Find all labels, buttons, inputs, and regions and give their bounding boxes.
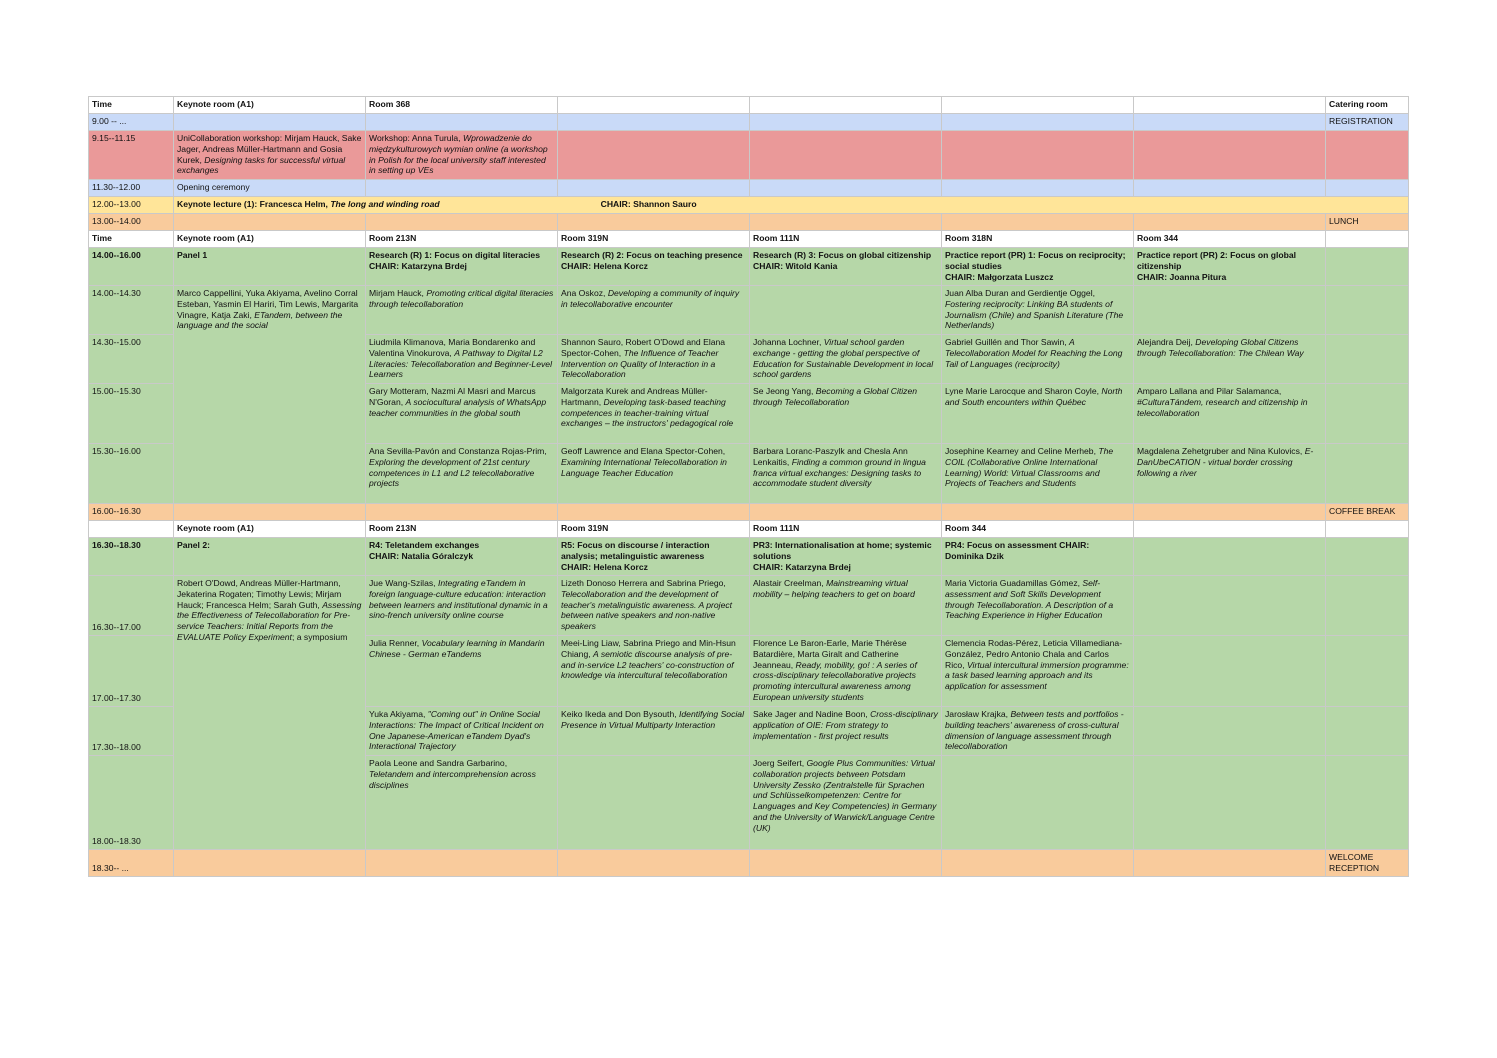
session-names: Marco Cappellini, Yuka Akiyama, Avelino Corral Esteban, Yasmin El Hariri, Tim Lewis, Margarita Vinagre, Katja Zaki, [177,288,359,320]
talk-authors: Jarosław Krajka, [945,709,1011,719]
talk-title: Developing task-based teaching competences in teacher-training virtual exchanges – the instructors' pedagogical role [561,396,734,429]
keynote-lecture-prefix: Keynote lecture (1): Francesca Helm, [177,199,331,209]
session-2-header-row [89,538,1409,576]
session-names: Workshop: Anna Turula, [369,133,463,143]
session-chair: CHAIR: Natalia Góralczyk [369,550,474,561]
talk-authors: Paola Leone and Sandra Garbarino, [369,758,508,768]
session-1-header-row [89,248,1409,286]
session-topic: Practice report (PR) 2: Focus on global citizenship [1137,250,1297,271]
empty-cell [1326,636,1409,707]
session-r1-title: Research (R) 1: Focus on digital literacies CHAIR: Katarzyna Brdej [366,248,558,286]
time-cell: 14.30--15.00 [89,335,174,384]
talk-title: Examining International Telecollaboration in Language Teacher Education [561,456,727,478]
time-cell: 9.15--11.15 [89,131,174,180]
talk-cell [558,384,750,444]
empty-cell [174,850,366,877]
empty-cell [1134,214,1326,231]
time-cell: 18.30-- ... [89,850,174,877]
header-time: Time [89,231,174,248]
empty-cell [942,756,1134,850]
empty-cell [1326,756,1409,850]
empty-cell [1134,538,1326,576]
empty-cell [1134,504,1326,521]
time-cell: 16.30--17.00 [89,576,174,636]
lunch-label: LUNCH [1326,214,1409,231]
panel-1-cell [174,286,366,504]
talk-authors: Julia Renner, [369,638,422,648]
talk-authors: Barbara Loranc-Paszylk and Chesla Ann Lenkaitis, [753,446,908,467]
session-topic: R4: Teletandem exchanges [369,540,480,550]
empty-cell [1326,521,1409,538]
talk-cell [750,384,942,444]
header-room-213n: Room 213N [366,521,558,538]
empty-cell [1326,248,1409,286]
empty-cell [366,180,558,197]
session-title: ETandem, between the language and the social [177,309,343,331]
talk-cell [1134,444,1326,504]
talk-cell [558,636,750,707]
talk-authors: Sake Jager and Nadine Boon, [753,709,871,719]
empty-cell [174,214,366,231]
talk-title: Teletandem and intercomprehension across disciplines [369,768,536,790]
talk-cell [558,286,750,335]
session-topic: Research (R) 2: Focus on teaching presence [561,250,743,260]
workshop-room368-cell [366,131,558,180]
empty-cell [1134,636,1326,707]
talk-cell [750,636,942,707]
session-title: Wprowadzenie do międzykulturowych wymian online (a workshop in Polish for the local university staff interested in setting up VEs [369,133,548,176]
talk-cell [558,335,750,384]
workshop-row [89,131,1409,180]
coffee-break-row [89,504,1409,521]
session-pr2-title [1134,248,1326,286]
time-cell: 17.00--17.30 [89,636,174,707]
talk-cell [750,444,942,504]
session-pr1-title [942,248,1134,286]
time-cell: 16.30--18.30 [89,538,174,576]
empty-cell [366,504,558,521]
empty-cell [558,214,750,231]
time-cell: 15.30--16.00 [89,444,174,504]
talk-authors: Jue Wang-Szilas, [369,578,438,588]
empty-cell [942,850,1134,877]
header-keynote-room: Keynote room (A1) [174,521,366,538]
session-title: Designing tasks for successful virtual exchanges [177,154,346,176]
session-chair: CHAIR: Małgorzata Luszcz [945,271,1054,282]
time-cell: 14.00--16.00 [89,248,174,286]
talk-cell [942,636,1134,707]
session-chair: CHAIR: Joanna Pitura [1137,271,1227,282]
empty-cell [1326,444,1409,504]
empty-cell [750,131,942,180]
talk-authors: Lizeth Donoso Herrera and Sabrina Priego, [561,578,726,588]
coffee-break-label: COFFEE BREAK [1326,504,1409,521]
time-cell: 17.30--18.00 [89,707,174,756]
empty-cell [558,114,750,131]
time-cell: 14.00--14.30 [89,286,174,335]
empty-cell [750,214,942,231]
talk-authors: Magdalena Zehetgruber and Nina Kulovics, [1137,446,1305,456]
talk-authors: Lyne Marie Larocque and Sharon Coyle, [945,386,1102,396]
workshop-keynote-cell [174,131,366,180]
keynote-lecture-title: The long and winding road [330,199,440,209]
empty-cell [1326,131,1409,180]
slot-row [89,286,1409,335]
talk-title: A Pathway to Digital L2 Literacies: Telecollaboration and Beginner-Level Learners [369,347,552,380]
talk-cell [1134,384,1326,444]
talk-title: Virtual school garden exchange - getting the global perspective of Education for Sustainable Development in local school gardens [753,337,934,380]
talk-authors: Johanna Lochner, [753,337,824,347]
empty-cell [89,521,174,538]
talk-title: #CulturaTándem, research and citizenship in telecollaboration [1137,396,1308,418]
empty-cell [174,504,366,521]
header-room-344: Room 344 [1134,231,1326,248]
welcome-reception-label: WELCOME RECEPTION [1326,850,1409,877]
header-room-111n: Room 111N [750,521,942,538]
empty-cell [750,180,942,197]
empty-cell [366,850,558,877]
talk-title: Integrating eTandem in foreign language-culture education: interaction between learners and institutional dynamic in a sino-french university online course [369,578,548,621]
empty-cell [1134,114,1326,131]
talk-title: The Influence of Teacher Intervention on Quality of Interaction in a Telecollaboration [561,347,719,380]
header-room-111n: Room 111N [750,231,942,248]
empty-cell [1134,131,1326,180]
empty-cell [558,756,750,850]
talk-title: The COIL (Collaborative Online International Learning) World: Virtual Classrooms and Projects of Teachers and Students [945,446,1114,489]
talk-cell [750,576,942,636]
empty-cell [942,180,1134,197]
talk-cell [366,444,558,504]
empty-cell [1134,286,1326,335]
registration-row [89,114,1409,131]
session-topic: PR3: Internationalisation at home; systemic solutions [753,540,932,561]
empty-cell [750,97,942,114]
talk-authors: Ana Sevilla-Pavón and Constanza Rojas-Prim, [369,446,547,456]
session-pr4-title: PR4: Focus on assessment CHAIR: Dominika Dzik [942,538,1134,576]
header-keynote-room: Keynote room (A1) [174,231,366,248]
empty-cell [942,97,1134,114]
empty-cell [558,850,750,877]
session-names: UniCollaboration workshop: Mirjam Hauck, Sake Jager, Andreas Müller-Hartmann and Gosia Kurek, [177,133,362,165]
talk-authors: Mirjam Hauck, [369,288,427,298]
session-title: Assessing the Effectiveness of Telecollaboration for Pre-service Teachers: Initial Reports from the EVALUATE Policy Experiment [177,599,362,642]
empty-cell [366,214,558,231]
schedule [88,96,1408,877]
talk-cell [750,756,942,850]
talk-authors: Liudmila Klimanova, Maria Bondarenko and Valentina Vinokurova, [369,337,536,358]
empty-cell [1134,97,1326,114]
empty-cell [558,180,750,197]
talk-authors: Meei-Ling Liaw, Sabrina Priego and Min-Hsun Chiang, [561,638,736,659]
keynote-lecture-row [89,197,1409,214]
talk-title: Promoting critical digital literacies through telecollaboration [369,288,554,309]
talk-authors: Amparo Lallana and Pilar Salamanca, [1137,386,1282,396]
talk-title: Google Plus Communities: Virtual collaboration projects between Potsdam University Zessko (Zentralstelle für Sprachen und Schlüsselkompetenzen: Centre for Languages and Key Competencies) in Germany and the University of Warwick/Language Centre (UK) [753,758,937,833]
empty-cell [1326,180,1409,197]
session-r4-title [366,538,558,576]
talk-title: Virtual intercultural immersion programme: a task based learning approach and its application for assessment [945,659,1129,692]
talk-title: Developing Global Citizens through Telecollaboration: The Chilean Way [1137,337,1304,358]
header-room-213n: Room 213N [366,231,558,248]
empty-cell [750,504,942,521]
opening-label: Opening ceremony [174,180,366,197]
empty-cell [1134,707,1326,756]
empty-cell [558,504,750,521]
talk-authors: Gabriel Guillén and Thor Sawin, [945,337,1070,347]
talk-title: Fostering reciprocity: Linking BA students of Journalism (Chile) and Spanish Literature (The Netherlands) [945,298,1124,331]
empty-cell [1326,286,1409,335]
talk-title: Exploring the development of 21st century competences in L1 and L2 telecollaborative projects [369,456,535,489]
talk-authors: Joerg Seifert, [753,758,807,768]
session-topic: R5: Focus on discourse / interaction analysis; metalinguistic awareness [561,540,710,561]
empty-cell [942,131,1134,180]
talk-cell [558,576,750,636]
talk-authors: Clemencia Rodas-Pérez, Leticia Villamediana-González, Pedro Antonio Chala and Carlos Rico, [945,638,1123,670]
talk-title: North and South encounters within Québec [945,386,1123,407]
time-cell: 12.00--13.00 [89,197,174,214]
talk-authors: Gary Motteram, Nazmi Al Masri and Marcus N'Goran, [369,386,536,407]
empty-cell [1326,335,1409,384]
talk-authors: Se Jeong Yang, [753,386,816,396]
talk-cell [942,384,1134,444]
empty-cell [1326,384,1409,444]
session-topic: Research (R) 3: Focus on global citizenship [753,250,932,260]
keynote-lecture-cell [174,197,1409,214]
panel-1-label: Panel 1 [174,248,366,286]
talk-authors: Juan Alba Duran and Gerdientje Oggel, [945,288,1096,298]
slot-row [89,576,1409,636]
talk-cell [558,707,750,756]
empty-cell [366,114,558,131]
talk-cell [366,286,558,335]
talk-cell [942,286,1134,335]
empty-cell [1326,576,1409,636]
opening-row [89,180,1409,197]
header-room-319n: Room 319N [558,521,750,538]
talk-title: Vocabulary learning in Mandarin Chinese - German eTandems [369,638,545,659]
talk-title: Cross-disciplinary application of OIE: From strategy to implementation - first project results [753,709,938,741]
header-room-318n: Room 318N [942,231,1134,248]
empty-cell [750,286,942,335]
talk-authors: Ana Oskoz, [561,288,608,298]
empty-cell [942,114,1134,131]
empty-cell [1134,576,1326,636]
talk-title: A sociocultural analysis of WhatsApp teacher communities in the global south [369,396,547,418]
empty-cell [1326,707,1409,756]
header-room-319n: Room 319N [558,231,750,248]
talk-cell [942,444,1134,504]
talk-cell [366,576,558,636]
talk-title: Between tests and portfolios - building teachers' awareness of cross-cultural dimension of language assessment through telecollaboration [945,709,1124,752]
panel-2-label: Panel 2: [174,538,366,576]
talk-authors: Malgorzata Kurek and Andreas Müller-Hartmann, [561,386,708,407]
session-chair: CHAIR: Helena Korcz [561,260,648,271]
session-chair: CHAIR: Helena Korcz [561,561,648,572]
schedule-table [88,96,1409,877]
empty-cell [750,114,942,131]
empty-cell [1134,180,1326,197]
talk-title: Self-assessment and Soft Skills Development through Telecollaboration. A Description of a Teaching Experience in Higher Education [945,578,1114,621]
talk-title: A semiotic discourse analysis of pre- and in-service L2 teachers' co-construction of knowledge via intercultural telecollaboration [561,648,734,681]
talk-cell [366,756,558,850]
registration-label: REGISTRATION [1326,114,1409,131]
keynote-lecture-chair: CHAIR: Shannon Sauro [600,199,697,209]
talk-title: "Coming out" in Online Social Interactions: The Impact of Critical Incident on One Japanese-American eTandem Dyad's Interactional Trajectory [369,709,544,752]
empty-cell [174,114,366,131]
lunch-row [89,214,1409,231]
talk-authors: Florence Le Baron-Earle, Marie Thérèse Batardière, Marta Giralt and Catherine Jeanneau, [753,638,907,670]
header-time: Time [89,97,174,114]
talk-cell [366,636,558,707]
talk-authors: Alastair Creelman, [753,578,827,588]
session-tail: ; a symposium [291,631,348,642]
empty-cell [1326,538,1409,576]
talk-cell [366,707,558,756]
session-names: Robert O'Dowd, Andreas Müller-Hartmann, Jekaterina Rogaten; Timothy Lewis; Mirjam Hauck; Francesca Helm; Sarah Guth, [177,578,342,610]
talk-cell [942,707,1134,756]
header-room-344: Room 344 [942,521,1134,538]
talk-cell [558,444,750,504]
time-cell: 18.00--18.30 [89,756,174,850]
talk-authors: Josephine Kearney and Celine Merheb, [945,446,1099,456]
talk-title: E-DanUbeCATION - virtual border crossing following a river [1137,446,1314,478]
talk-title: Mainstreaming virtual mobility – helping teachers to get on board [753,578,915,599]
session-topic: Practice report (PR) 1: Focus on reciprocity; social studies [945,250,1126,271]
empty-cell [1134,521,1326,538]
talk-cell [750,335,942,384]
empty-cell [942,504,1134,521]
talk-title: A Telecollaboration Model for Reaching the Long Tail of Languages (reciprocity) [945,337,1123,369]
time-cell: 11.30--12.00 [89,180,174,197]
empty-cell [558,131,750,180]
empty-cell [1134,850,1326,877]
header-row-2 [89,231,1409,248]
talk-title: Ready, mobility, go! : A series of cross-disciplinary telecollaborative projects promoting intercultural awareness among European university students [753,659,917,702]
session-r2-title [558,248,750,286]
session-chair: CHAIR: Katarzyna Brdej [753,561,851,572]
panel-2-cell [174,576,366,850]
talk-cell [366,335,558,384]
empty-cell [1326,231,1409,248]
time-cell: 13.00--14.00 [89,214,174,231]
session-r3-title [750,248,942,286]
header-row-3 [89,521,1409,538]
empty-cell [558,97,750,114]
talk-title: Becoming a Global Citizen through Telecollaboration [753,386,918,407]
talk-authors: Shannon Sauro, Robert O'Dowd and Elana Spector-Cohen, [561,337,726,358]
empty-cell [942,214,1134,231]
session-r5-title [558,538,750,576]
talk-authors: Alejandra Deij, [1137,337,1196,347]
header-room-368: Room 368 [366,97,558,114]
talk-authors: Geoff Lawrence and Elana Spector-Cohen, [561,446,726,456]
empty-cell [1134,756,1326,850]
talk-title: Identifying Social Presence in Virtual Multiparty Interaction [561,709,744,730]
talk-title: Finding a common ground in lingua franca virtual exchanges: Designing tasks to accommodate student diversity [753,456,926,489]
talk-authors: Maria Victoria Guadamillas Gómez, [945,578,1083,588]
time-cell: 15.00--15.30 [89,384,174,444]
header-row-1 [89,97,1409,114]
talk-cell [942,335,1134,384]
talk-cell [366,384,558,444]
talk-authors: Keiko Ikeda and Don Bysouth, [561,709,680,719]
session-pr3-title [750,538,942,576]
talk-cell [942,576,1134,636]
welcome-row [89,850,1409,877]
talk-cell [1134,335,1326,384]
talk-title: Telecollaboration and the development of teacher's metalinguistic awareness. A project between native speakers and non-native speakers [561,588,733,632]
header-catering-room: Catering room [1326,97,1409,114]
talk-authors: Yuka Akiyama, [369,709,428,719]
talk-cell [750,707,942,756]
empty-cell [750,850,942,877]
time-cell: 9.00 -- ... [89,114,174,131]
session-chair: CHAIR: Witold Kania [753,260,838,271]
header-keynote-room: Keynote room (A1) [174,97,366,114]
time-cell: 16.00--16.30 [89,504,174,521]
talk-title: Developing a community of inquiry in telecollaborative encounter [561,288,740,309]
